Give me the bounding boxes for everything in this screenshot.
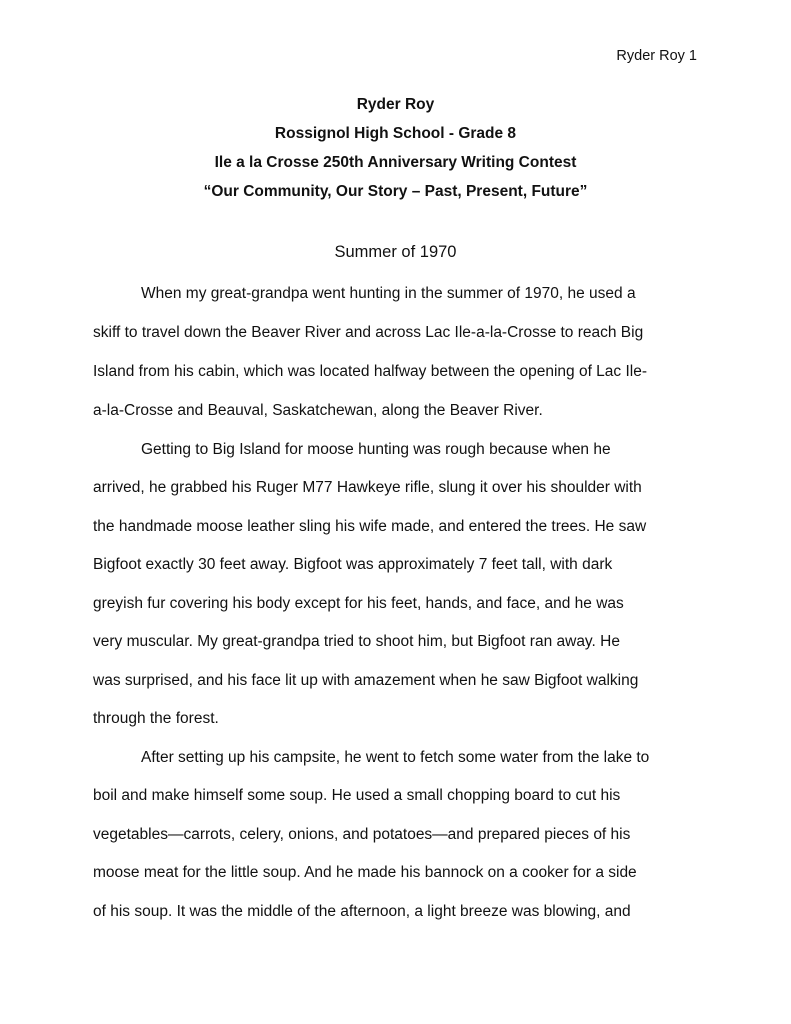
paragraph-line: boil and make himself some soup. He used a small chopping board to cut his [93,787,621,804]
paragraph-line: of his soup. It was the middle of the afternoon, a light breeze was blowing, and [93,903,631,920]
paragraph-line: the handmade moose leather sling his wife made, and entered the trees. He saw [93,518,647,535]
paragraph-line: moose meat for the little soup. And he made his bannock on a cooker for a side [93,864,637,881]
paragraph-line: After setting up his campsite, he went to fetch some water from the lake to [141,749,650,766]
paragraph-line: a-la-Crosse and Beauval, Saskatchewan, along the Beaver River. [93,402,543,419]
school-name: Rossignol High School - Grade 8 [274,125,517,142]
paragraph-line: through the forest. [93,710,219,727]
contest-name: Ile a la Crosse 250th Anniversary Writing Contest [214,154,577,171]
paragraph-line: vegetables—carrots, celery, onions, and potatoes—and prepared pieces of his [93,826,631,843]
paragraph-line: greyish fur covering his body except for his feet, hands, and face, and he was [93,595,624,612]
paragraph-line: Getting to Big Island for moose hunting was rough because when he [141,441,611,458]
running-head: Ryder Roy 1 [616,48,697,64]
paragraph-line: Island from his cabin, which was located halfway between the opening of Lac Ile- [93,363,648,380]
paragraph-line: Bigfoot exactly 30 feet away. Bigfoot was approximately 7 feet tall, with dark [93,556,613,573]
author-name: Ryder Roy [356,96,435,113]
paragraph-line: very muscular. My great-grandpa tried to shoot him, but Bigfoot ran away. He [93,633,620,650]
essay-title: Summer of 1970 [334,243,457,261]
paragraph-line: skiff to travel down the Beaver River and across Lac Ile-a-la-Crosse to reach Big [93,324,644,341]
contest-theme: “Our Community, Our Story – Past, Present, Future” [203,183,588,200]
paragraph-line: was surprised, and his face lit up with amazement when he saw Bigfoot walking [93,672,639,689]
paragraph-line: When my great-grandpa went hunting in the summer of 1970, he used a [141,285,636,302]
paragraph-line: arrived, he grabbed his Ruger M77 Hawkeye rifle, slung it over his shoulder with [93,479,642,496]
